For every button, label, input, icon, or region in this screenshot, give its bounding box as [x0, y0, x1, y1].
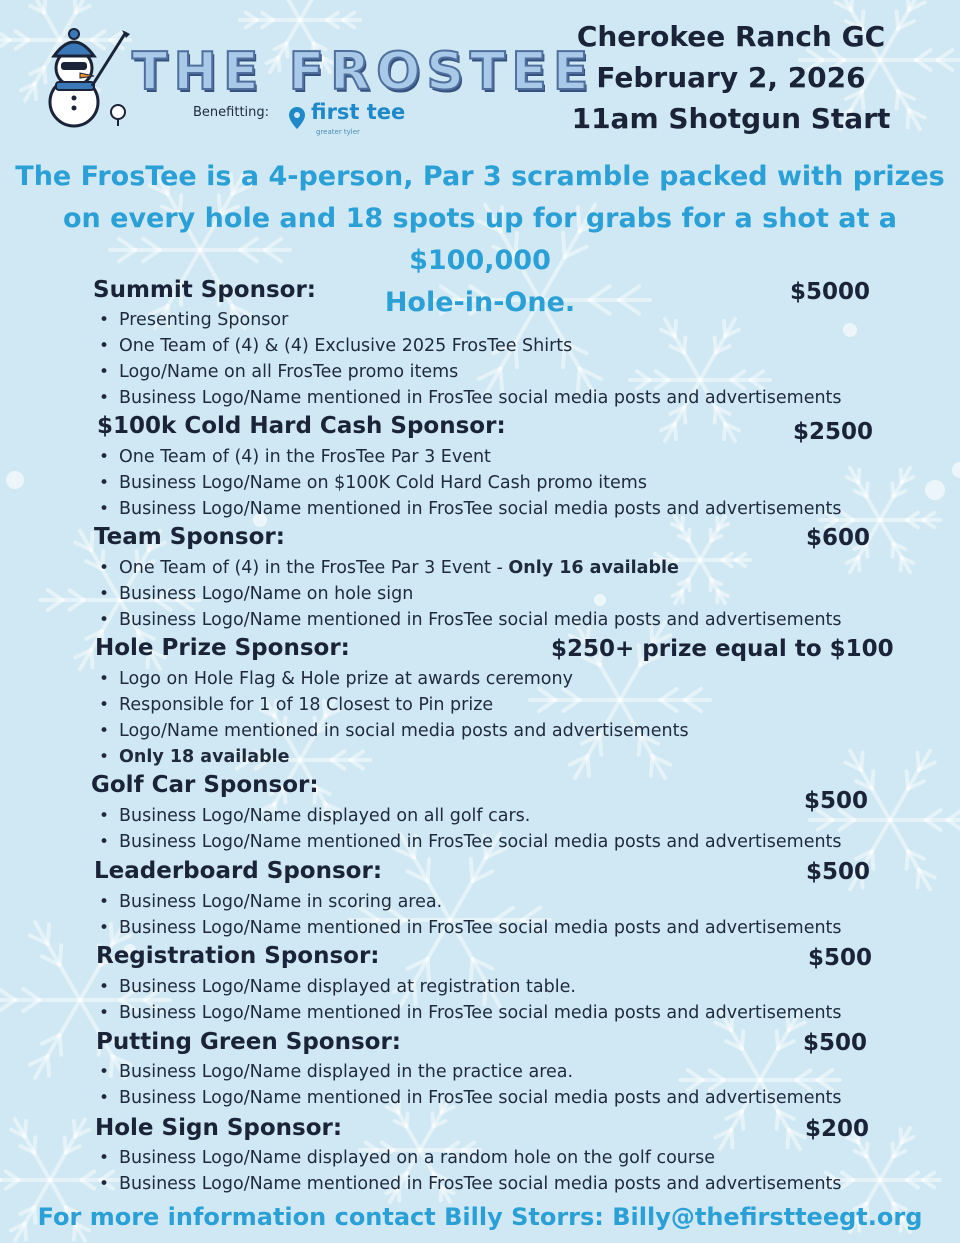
benefit-text: Logo/Name on all FrosTee promo items	[119, 362, 459, 382]
benefit-text: One Team of (4) in the FrosTee Par 3 Event	[119, 447, 491, 467]
benefit-text: Business Logo/Name displayed in the practice area.	[119, 1062, 574, 1082]
benefit-text: Business Logo/Name displayed on a random hole on the golf course	[119, 1148, 715, 1168]
sponsor-title: Registration Sponsor:	[96, 943, 380, 969]
benefit-item	[97, 1059, 842, 1085]
benefit-text: Business Logo/Name displayed at registration table.	[119, 977, 576, 997]
sponsor-price: $600	[806, 525, 871, 551]
benefit-list	[97, 666, 689, 770]
event-date: February 2, 2026	[596, 61, 866, 94]
map-pin-icon	[288, 106, 306, 130]
benefit-text: Business Logo/Name mentioned in FrosTee social media posts and advertisements	[119, 388, 842, 408]
sponsor-title: Putting Green Sponsor:	[96, 1029, 401, 1055]
sponsor-title: Hole Sign Sponsor:	[95, 1115, 343, 1141]
benefit-item	[97, 1145, 842, 1171]
header	[0, 0, 960, 150]
benefit-item	[97, 333, 842, 359]
start-time: 11am Shotgun Start	[571, 102, 891, 135]
sponsor-price: $500	[803, 1030, 868, 1056]
sponsor-price: $200	[805, 1116, 870, 1142]
benefit-text: Business Logo/Name mentioned in FrosTee social media posts and advertisements	[119, 918, 842, 938]
benefit-item	[97, 692, 689, 718]
benefit-item	[97, 829, 842, 855]
benefit-text: One Team of (4) in the FrosTee Par 3 Event -	[119, 558, 509, 578]
benefit-text: Business Logo/Name mentioned in FrosTee social media posts and advertisements	[119, 610, 842, 630]
availability-note: Only 18 available	[119, 747, 290, 767]
benefit-item	[97, 581, 842, 607]
benefit-text: Presenting Sponsor	[119, 310, 289, 330]
benefit-item	[97, 666, 689, 692]
intro-line: Hole-in-One.	[384, 287, 576, 318]
benefit-list	[97, 1145, 842, 1197]
benefit-item	[97, 718, 689, 744]
benefit-text: Business Logo/Name mentioned in FrosTee social media posts and advertisements	[119, 1088, 842, 1108]
benefit-text: Business Logo/Name mentioned in FrosTee social media posts and advertisements	[119, 1003, 842, 1023]
frostee-logo: THE FROSTEE	[132, 42, 595, 102]
benefit-item	[97, 470, 842, 496]
sponsor-price: $250+ prize equal to $100	[551, 636, 894, 662]
sponsor-price: $500	[808, 945, 873, 971]
benefit-item	[97, 385, 842, 411]
benefit-text: Business Logo/Name on $100K Cold Hard Cash promo items	[119, 473, 647, 493]
snow-dot	[925, 480, 945, 500]
benefit-item	[97, 359, 842, 385]
benefit-item	[97, 1171, 842, 1197]
first-tee-logo-text: first tee	[311, 100, 406, 124]
snow-dot	[843, 323, 857, 337]
benefitting-label: Benefitting:	[193, 105, 270, 120]
snowman-golfer-icon	[30, 26, 130, 130]
benefit-text: One Team of (4) & (4) Exclusive 2025 FrosTee Shirts	[119, 336, 573, 356]
benefit-text: Logo on Hole Flag & Hole prize at awards ceremony	[119, 669, 573, 689]
benefit-text: Business Logo/Name mentioned in FrosTee social media posts and advertisements	[119, 832, 842, 852]
availability-note: Only 16 available	[508, 558, 679, 578]
sponsor-price: $2500	[793, 419, 874, 445]
benefit-text: Logo/Name mentioned in social media posts and advertisements	[119, 721, 689, 741]
benefit-item	[97, 974, 842, 1000]
benefit-text: Business Logo/Name on hole sign	[119, 584, 414, 604]
benefit-item	[97, 803, 842, 829]
benefit-list	[97, 974, 842, 1026]
intro-line: The FrosTee is a 4-person, Par 3 scramble packed with prizes	[15, 161, 945, 192]
snow-dot	[952, 462, 960, 478]
benefit-list	[97, 555, 842, 633]
benefit-item	[97, 496, 842, 522]
benefit-list	[97, 803, 842, 855]
sponsor-title: Team Sponsor:	[94, 524, 285, 550]
benefit-text: Responsible for 1 of 18 Closest to Pin prize	[119, 695, 494, 715]
venue: Cherokee Ranch GC	[576, 20, 886, 53]
sponsor-price: $500	[804, 788, 869, 814]
benefit-text: Business Logo/Name mentioned in FrosTee social media posts and advertisements	[119, 499, 842, 519]
benefit-item	[97, 744, 689, 770]
benefit-text: Business Logo/Name mentioned in FrosTee social media posts and advertisements	[119, 1174, 842, 1194]
sponsor-title: Leaderboard Sponsor:	[94, 858, 383, 884]
benefit-item	[97, 555, 842, 581]
benefit-list	[97, 1059, 842, 1111]
benefit-list	[97, 444, 842, 522]
snow-dot	[6, 471, 24, 489]
sponsor-title: Hole Prize Sponsor:	[95, 635, 350, 661]
benefit-list	[97, 889, 842, 941]
benefit-text: Business Logo/Name in scoring area.	[119, 892, 443, 912]
benefit-item	[97, 915, 842, 941]
contact-info: For more information contact Billy Storrs: Billy@thefirstteegt.org	[37, 1203, 923, 1231]
sponsor-price: $5000	[790, 279, 871, 305]
sponsor-title: Golf Car Sponsor:	[91, 772, 319, 798]
benefit-item	[97, 444, 842, 470]
sponsor-price: $500	[806, 859, 871, 885]
benefit-item	[97, 1000, 842, 1026]
first-tee-chapter: greater tyler	[316, 128, 360, 136]
event-details	[540, 16, 922, 139]
intro-line: on every hole and 18 spots up for grabs for a shot at a $100,000	[62, 203, 898, 276]
benefit-text: Business Logo/Name displayed on all golf cars.	[119, 806, 531, 826]
sponsor-title: $100k Cold Hard Cash Sponsor:	[97, 413, 506, 439]
benefit-item	[97, 307, 842, 333]
benefit-list	[97, 307, 842, 411]
sponsor-title: Summit Sponsor:	[93, 277, 316, 303]
benefit-item	[97, 607, 842, 633]
benefit-item	[97, 1085, 842, 1111]
benefit-item	[97, 889, 842, 915]
